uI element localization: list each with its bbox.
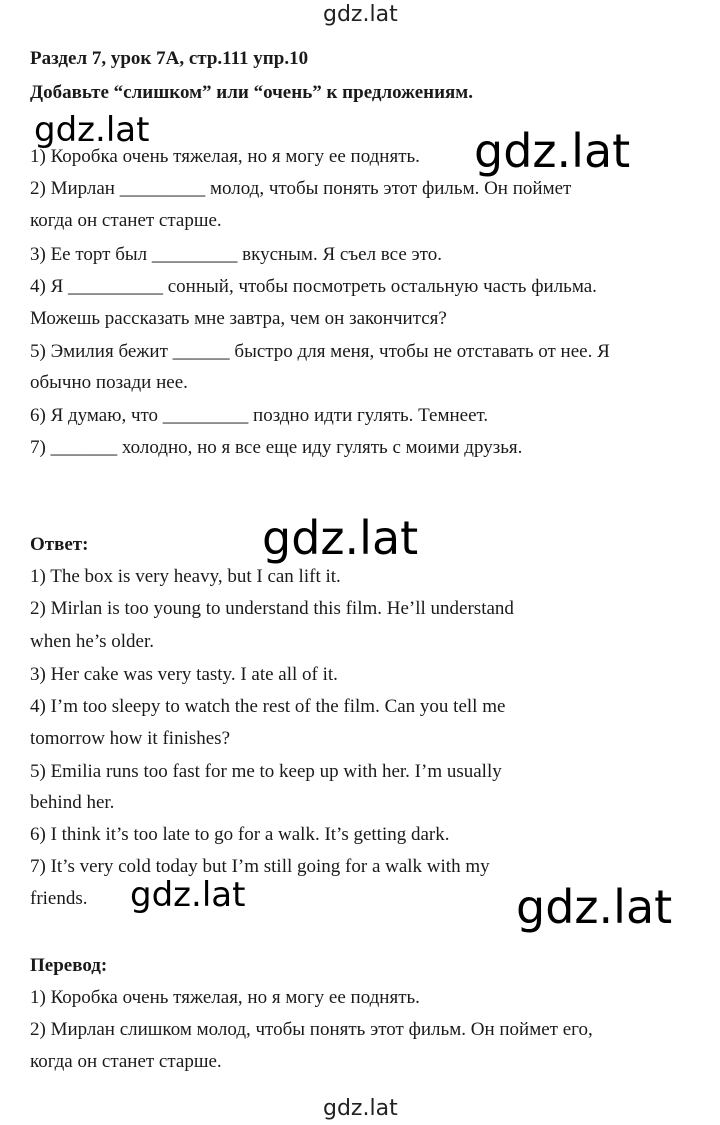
answer-line: behind her. — [30, 792, 115, 813]
answer-line: friends. — [30, 888, 88, 909]
answer-line: 5) Emilia runs too fast for me to keep up with her. I’m usually — [30, 761, 502, 782]
answer-line: 7) It’s very cold today but I’m still going for a walk with my — [30, 856, 490, 877]
watermark-top: gdz.lat — [323, 2, 398, 27]
answer-line: tomorrow how it finishes? — [30, 728, 231, 749]
exercise-line: когда он станет старше. — [30, 210, 222, 231]
watermark-left-1: gdz.lat — [34, 110, 150, 150]
exercise-instruction: Добавьте “слишком” или “очень” к предложениям. — [30, 82, 474, 103]
exercise-line: Можешь рассказать мне завтра, чем он закончится? — [30, 308, 447, 329]
exercise-line: 2) Мирлан _________ молод, чтобы понять этот фильм. Он поймет — [30, 178, 572, 199]
watermark-bottom: gdz.lat — [323, 1096, 398, 1121]
translation-line: когда он станет старше. — [30, 1051, 222, 1072]
exercise-line: 4) Я __________ сонный, чтобы посмотреть остальную часть фильма. — [30, 276, 597, 297]
section-title: Раздел 7, урок 7A, стр.111 упр.10 — [30, 48, 309, 69]
exercise-line: 5) Эмилия бежит ______ быстро для меня, чтобы не отставать от нее. Я — [30, 341, 610, 362]
answer-line: 3) Her cake was very tasty. I ate all of it. — [30, 664, 338, 685]
answer-line: when he’s older. — [30, 631, 155, 652]
watermark-center: gdz.lat — [262, 511, 419, 565]
translation-line: 2) Мирлан слишком молод, чтобы понять этот фильм. Он поймет его, — [30, 1019, 593, 1040]
answer-line: 4) I’m too sleepy to watch the rest of the film. Can you tell me — [30, 696, 506, 717]
answer-line: 6) I think it’s too late to go for a walk. It’s getting dark. — [30, 824, 450, 845]
translation-line: 1) Коробка очень тяжелая, но я могу ее поднять. — [30, 987, 420, 1008]
answer-line: 1) The box is very heavy, but I can lift it. — [30, 566, 341, 587]
exercise-line: обычно позади нее. — [30, 372, 188, 393]
watermark-right-2: gdz.lat — [516, 880, 673, 934]
watermark-right-1: gdz.lat — [474, 124, 631, 178]
translation-heading: Перевод: — [30, 955, 108, 976]
watermark-left-2: gdz.lat — [130, 875, 246, 915]
exercise-line: 6) Я думаю, что _________ поздно идти гулять. Темнеет. — [30, 405, 489, 426]
exercise-line: 1) Коробка очень тяжелая, но я могу ее поднять. — [30, 146, 420, 167]
answer-line: 2) Mirlan is too young to understand this film. He’ll understand — [30, 598, 514, 619]
answer-heading: Ответ: — [30, 534, 89, 555]
exercise-line: 3) Ее торт был _________ вкусным. Я съел все это. — [30, 244, 442, 265]
exercise-line: 7) _______ холодно, но я все еще иду гулять с моими друзья. — [30, 437, 523, 458]
